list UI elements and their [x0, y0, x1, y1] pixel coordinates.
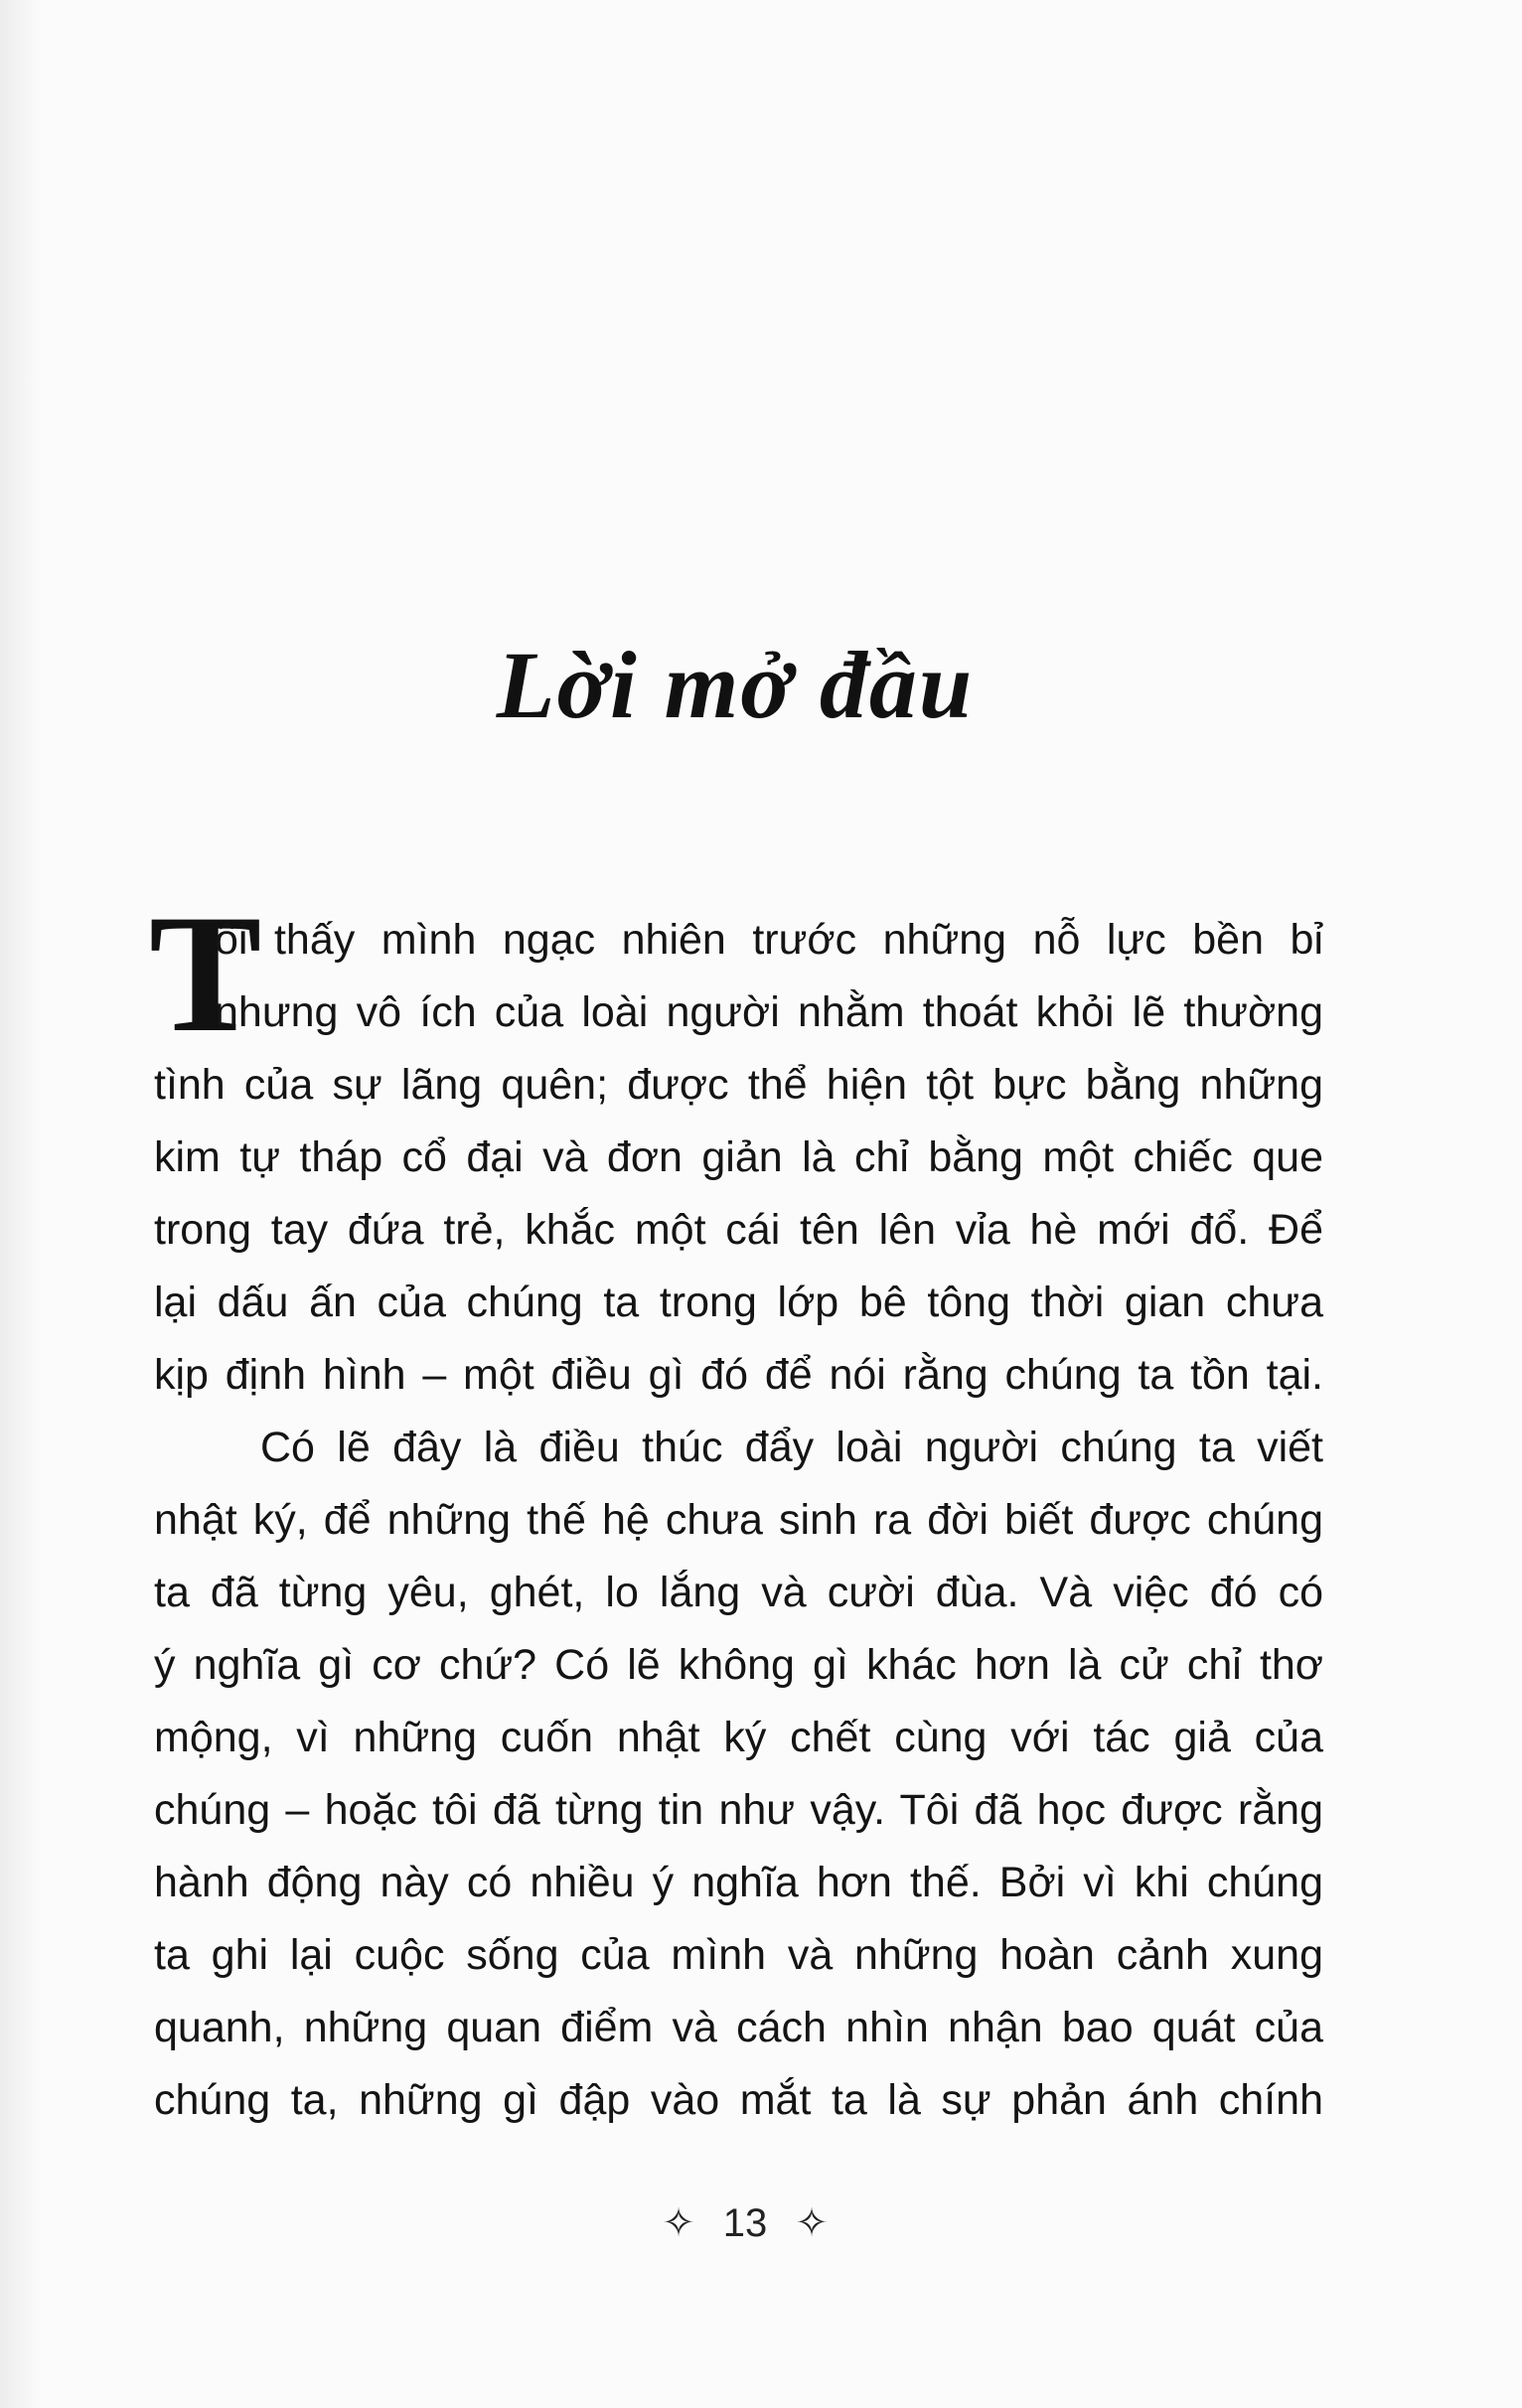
text-line: trong tay đứa trẻ, khắc một cái tên lên vỉa hè mới đổ. Để: [154, 1206, 1323, 1254]
ornament-icon: ✧: [662, 2201, 695, 2245]
chapter-title: Lời mở đầu: [496, 632, 975, 739]
ornament-icon: ✧: [795, 2201, 829, 2245]
text-line: ý nghĩa gì cơ chứ? Có lẽ không gì khác hơn là cử chỉ thơ: [154, 1641, 1323, 1689]
text-line: ôi thấy mình ngạc nhiên trước những nỗ lực bền bỉ: [215, 916, 1323, 964]
drop-cap: T: [149, 880, 262, 1067]
text-line: chúng – hoặc tôi đã từng tin như vậy. Tôi đã học được rằng: [154, 1786, 1323, 1834]
page-number: 13: [722, 2201, 768, 2245]
text-line: hành động này có nhiều ý nghĩa hơn thế. Bởi vì khi chúng: [154, 1859, 1323, 1906]
text-line: Có lẽ đây là điều thúc đẩy loài người chúng ta viết: [260, 1424, 1323, 1471]
text-line: kịp định hình – một điều gì đó để nói rằng chúng ta tồn tại.: [154, 1351, 1323, 1399]
text-line: chúng ta, những gì đập vào mắt ta là sự phản ánh chính: [154, 2076, 1323, 2124]
text-line: lại dấu ấn của chúng ta trong lớp bê tông thời gian chưa: [154, 1279, 1323, 1326]
text-line: ta đã từng yêu, ghét, lo lắng và cười đùa. Và việc đó có: [154, 1569, 1323, 1616]
text-line: mộng, vì những cuốn nhật ký chết cùng với tác giả của: [154, 1714, 1323, 1761]
text-line: ta ghi lại cuộc sống của mình và những hoàn cảnh xung: [154, 1931, 1323, 1979]
text-line: kim tự tháp cổ đại và đơn giản là chỉ bằng một chiếc que: [154, 1133, 1323, 1181]
text-line: tình của sự lãng quên; được thể hiện tột bực bằng những: [154, 1061, 1323, 1109]
text-line: quanh, những quan điểm và cách nhìn nhận bao quát của: [154, 2004, 1323, 2051]
page-edge-shadow: [0, 0, 40, 2408]
text-line: nhưng vô ích của loài người nhằm thoát khỏi lẽ thường: [215, 988, 1323, 1036]
text-line: nhật ký, để những thế hệ chưa sinh ra đời biết được chúng: [154, 1496, 1323, 1544]
page-footer: [0, 2200, 1490, 2246]
